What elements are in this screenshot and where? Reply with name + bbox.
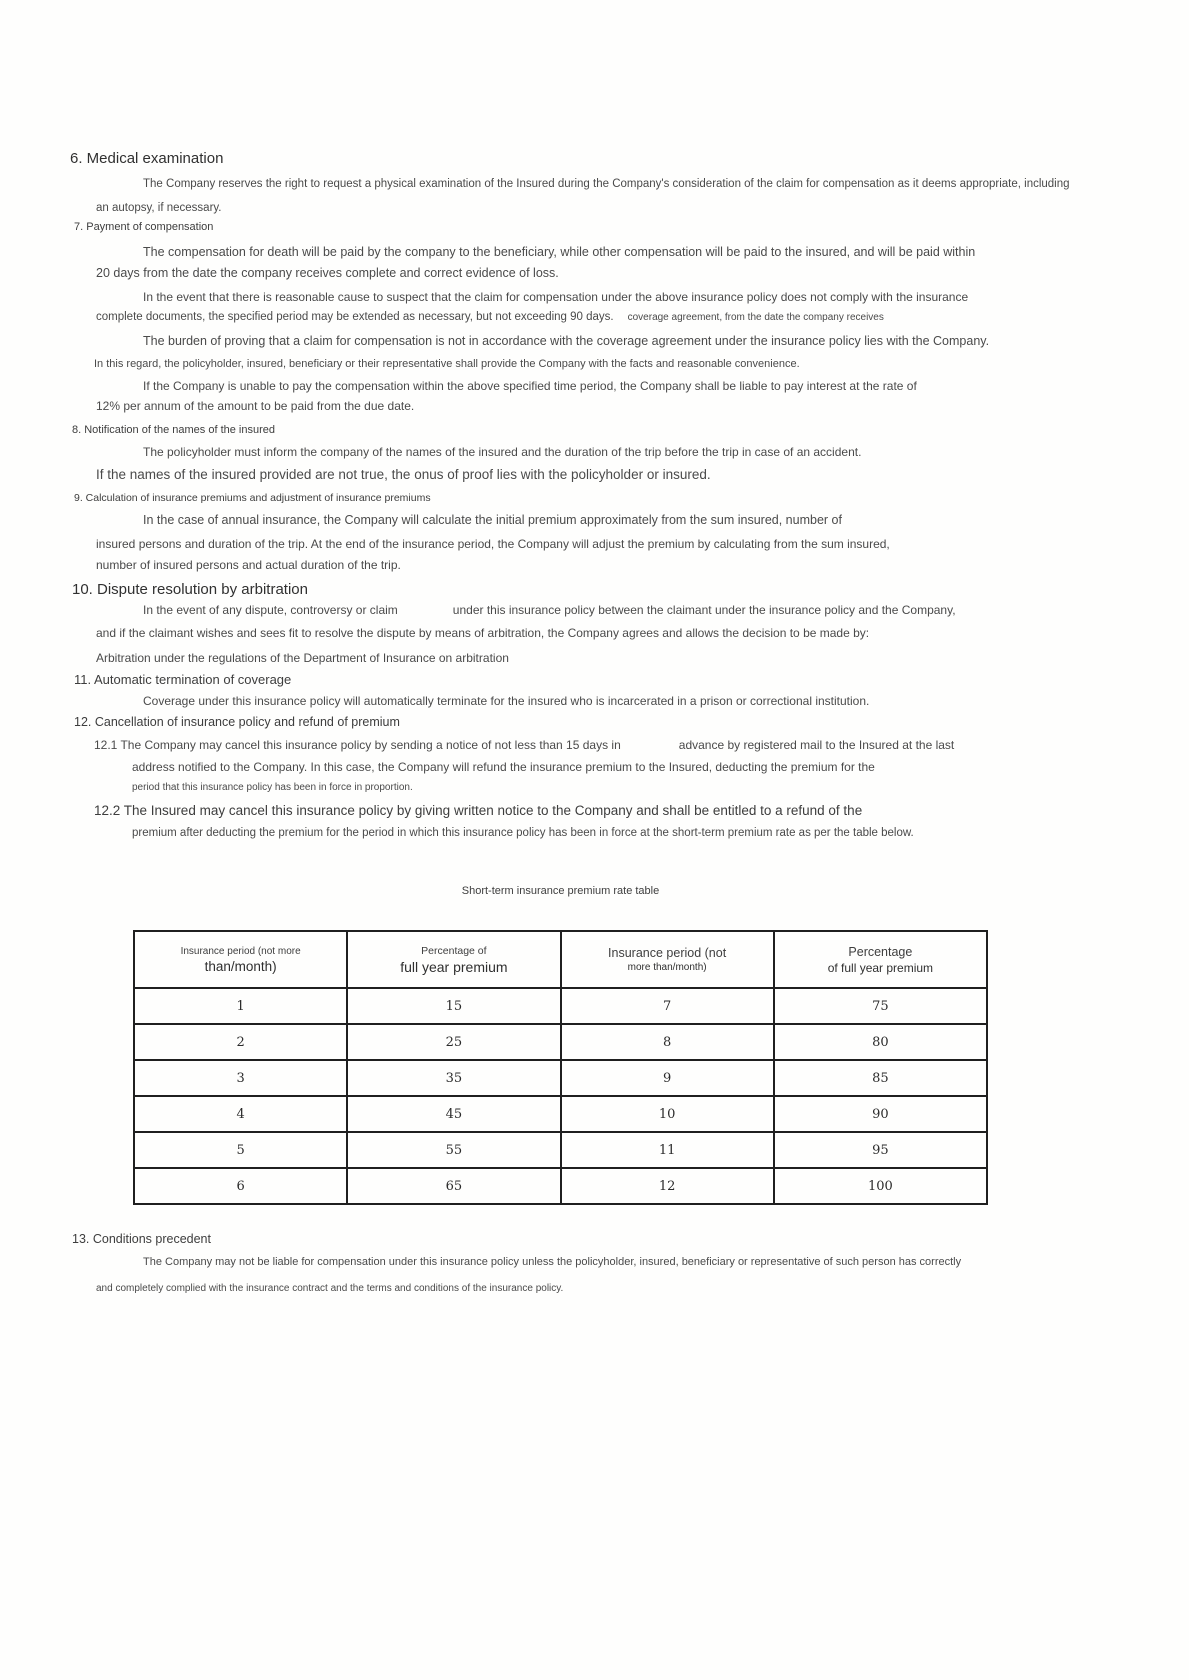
header-cell-insurance-period-1 xyxy=(134,931,347,988)
paragraph-segment: advance by registered mail to the Insured at the last xyxy=(678,738,955,752)
table-cell: 85 xyxy=(774,1060,987,1096)
table-cell: 6 xyxy=(134,1168,347,1204)
table-cell: 100 xyxy=(774,1168,987,1204)
header-line: Insurance period (not xyxy=(608,946,727,960)
rate-table-body xyxy=(134,988,987,1204)
table-cell: 3 xyxy=(134,1060,347,1096)
payment-of-compensation-heading: 7. Payment of compensation xyxy=(74,221,214,233)
paragraph-line: If the names of the insured provided are not true, the onus of proof lies with the policyholder or insured. xyxy=(96,467,711,482)
table-row xyxy=(134,1096,987,1132)
paragraph-line: insured persons and duration of the trip. At the end of the insurance period, the Company will adjust the premium by calculating from the sum insured, xyxy=(96,537,890,551)
paragraph-line: and completely complied with the insurance contract and the terms and conditions of the insurance policy. xyxy=(96,1283,564,1294)
table-cell: 65 xyxy=(347,1168,560,1204)
table-row xyxy=(134,1060,987,1096)
paragraph-segment: complete documents, the specified period may be extended as necessary, but not exceeding 90 days. xyxy=(96,311,614,323)
table-row xyxy=(134,1024,987,1060)
table-cell: 35 xyxy=(347,1060,560,1096)
header-cell-percentage-2 xyxy=(774,931,987,988)
medical-examination-heading: 6. Medical examination xyxy=(70,150,224,167)
table-cell: 5 xyxy=(134,1132,347,1168)
paragraph-line: address notified to the Company. In this case, the Company will refund the insurance premium to the Insured, deducting the premium for the xyxy=(132,760,875,774)
paragraph-line: The policyholder must inform the company of the names of the insured and the duration of the trip before the trip in case of an accident. xyxy=(143,445,862,459)
table-cell: 2 xyxy=(134,1024,347,1060)
calculation-of-premiums-heading: 9. Calculation of insurance premiums and adjustment of insurance premiums xyxy=(74,492,431,504)
table-row xyxy=(134,1132,987,1168)
paragraph-line: and if the claimant wishes and sees fit to resolve the dispute by means of arbitration, the Company agrees and allows the decision to be made by: xyxy=(96,626,870,640)
paragraph-line: In this regard, the policyholder, insured, beneficiary or their representative shall provide the Company with the facts and reasonable convenience. xyxy=(94,358,800,370)
short-term-premium-rate-table xyxy=(133,930,988,1205)
clause-12-2-line: 12.2 The Insured may cancel this insurance policy by giving written notice to the Company and shall be entitled to a refund of the xyxy=(94,803,863,818)
header-line: of full year premium xyxy=(827,960,934,975)
rate-table-caption: Short-term insurance premium rate table xyxy=(461,885,660,897)
table-cell: 7 xyxy=(561,988,774,1024)
paragraph-line: period that this insurance policy has been in force in proportion. xyxy=(132,782,413,793)
table-cell: 10 xyxy=(561,1096,774,1132)
paragraph-segment-small: coverage agreement, from the date the company receives xyxy=(627,312,884,323)
notification-of-names-heading: 8. Notification of the names of the insured xyxy=(72,424,276,436)
table-cell: 4 xyxy=(134,1096,347,1132)
automatic-termination-heading: 11. Automatic termination of coverage xyxy=(74,672,292,687)
paragraph-segment: In the event of any dispute, controversy or claim xyxy=(143,603,398,617)
paragraph-line: 20 days from the date the company receives complete and correct evidence of loss. xyxy=(96,266,559,280)
paragraph-line: an autopsy, if necessary. xyxy=(96,202,222,214)
paragraph-segment: under this insurance policy between the claimant under the insurance policy and the Company, xyxy=(452,603,956,617)
header-line: full year premium xyxy=(400,958,508,975)
table-cell: 75 xyxy=(774,988,987,1024)
table-cell: 25 xyxy=(347,1024,560,1060)
paragraph-line: In the event that there is reasonable cause to suspect that the claim for compensation under the above insurance policy does not comply with the insurance xyxy=(143,290,969,304)
table-cell: 1 xyxy=(134,988,347,1024)
table-cell: 9 xyxy=(561,1060,774,1096)
paragraph-line: 12% per annum of the amount to be paid from the due date. xyxy=(96,399,415,413)
paragraph-line: Arbitration under the regulations of the Department of Insurance on arbitration xyxy=(96,651,509,665)
header-cell-percentage-1 xyxy=(347,931,560,988)
table-cell: 8 xyxy=(561,1024,774,1060)
header-line: Percentage xyxy=(848,944,913,959)
paragraph-line: premium after deducting the premium for the period in which this insurance policy has been in force at the short-term premium rate as per the table below. xyxy=(132,827,914,839)
table-cell: 80 xyxy=(774,1024,987,1060)
table-cell: 11 xyxy=(561,1132,774,1168)
paragraph-line: The Company reserves the right to request a physical examination of the Insured during the Company's consideration of the claim for compensation as it deems appropriate, including xyxy=(143,178,1070,190)
paragraph-segment: 12.1 The Company may cancel this insurance policy by sending a notice of not less than 15 days in xyxy=(94,738,621,752)
table-row xyxy=(134,988,987,1024)
clause-12-1-line xyxy=(94,738,954,753)
header-line: Insurance period (not more xyxy=(180,945,301,957)
table-row xyxy=(134,1168,987,1204)
table-cell: 45 xyxy=(347,1096,560,1132)
paragraph-line: The compensation for death will be paid by the company to the beneficiary, while other compensation will be paid to the insured, and will be paid within xyxy=(143,245,976,259)
header-line: Percentage of xyxy=(421,944,487,957)
table-cell: 90 xyxy=(774,1096,987,1132)
paragraph-line: If the Company is unable to pay the compensation within the above specified time period, the Company shall be liable to pay interest at the rate of xyxy=(143,379,917,393)
paragraph-line: Coverage under this insurance policy will automatically terminate for the insured who is incarcerated in a prison or correctional institution. xyxy=(143,694,870,708)
table-cell: 12 xyxy=(561,1168,774,1204)
conditions-precedent-heading: 13. Conditions precedent xyxy=(72,1232,211,1246)
rate-table-header xyxy=(134,931,987,988)
dispute-resolution-heading: 10. Dispute resolution by arbitration xyxy=(72,581,308,598)
paragraph-line xyxy=(143,603,956,618)
paragraph-line: The burden of proving that a claim for compensation is not in accordance with the coverage agreement under the insurance policy lies with the Company. xyxy=(143,334,990,348)
header-cell-insurance-period-2 xyxy=(561,931,774,988)
table-cell: 15 xyxy=(347,988,560,1024)
paragraph-line xyxy=(96,310,884,325)
paragraph-line: The Company may not be liable for compensation under this insurance policy unless the policyholder, insured, beneficiary or representative of such person has correctly xyxy=(143,1256,962,1268)
table-cell: 95 xyxy=(774,1132,987,1168)
table-cell: 55 xyxy=(347,1132,560,1168)
header-line: than/month) xyxy=(204,958,277,974)
cancellation-refund-heading: 12. Cancellation of insurance policy and refund of premium xyxy=(74,715,400,729)
paragraph-line: In the case of annual insurance, the Company will calculate the initial premium approximately from the sum insured, number of xyxy=(143,513,842,527)
header-line: more than/month) xyxy=(627,962,707,973)
paragraph-line: number of insured persons and actual duration of the trip. xyxy=(96,558,401,572)
